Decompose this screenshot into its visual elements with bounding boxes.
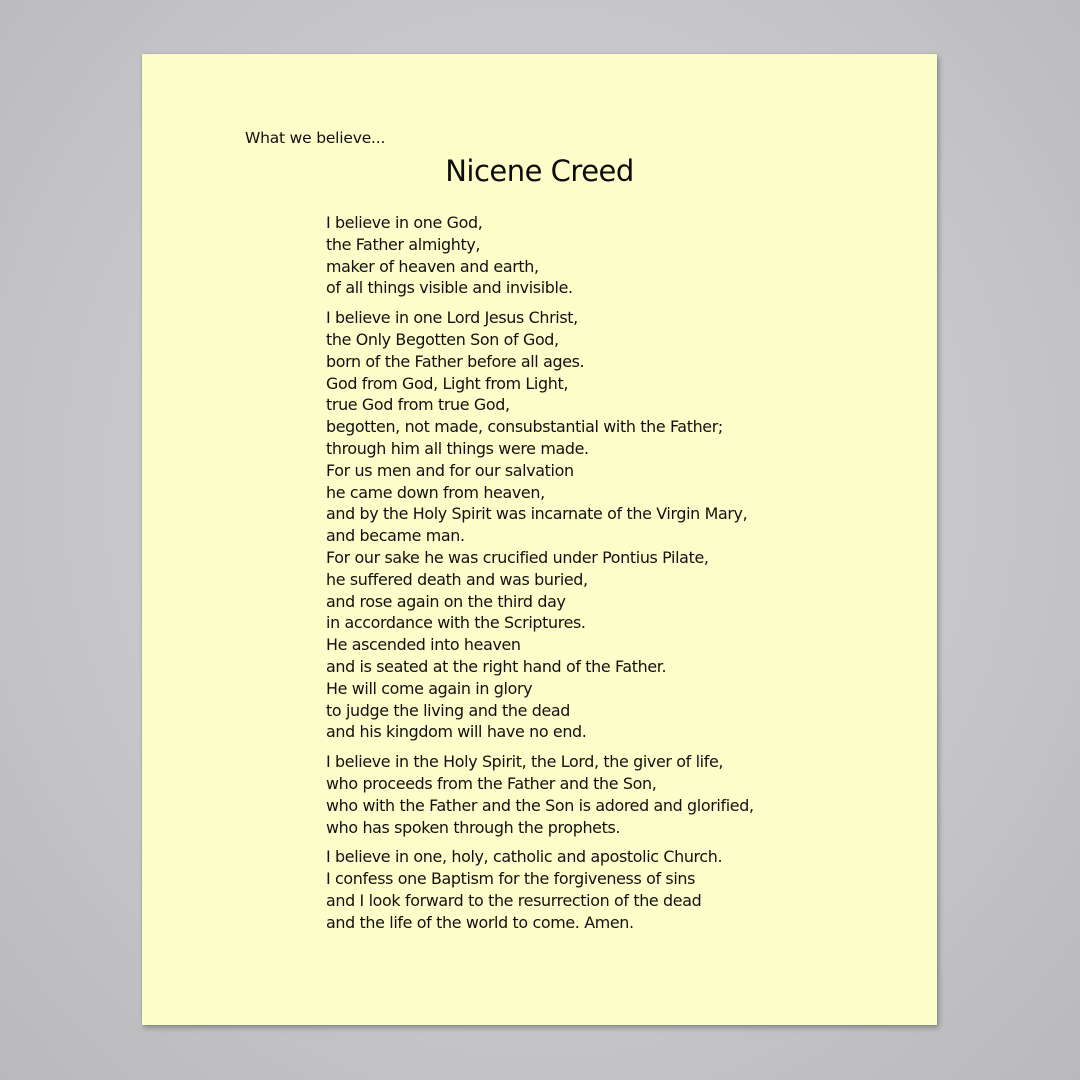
creed-line: true God from true God, [326,395,510,415]
creed-line: and is seated at the right hand of the Father. [326,656,667,676]
creed-line: and by the Holy Spirit was incarnate of the Virgin Mary, [326,504,748,524]
creed-line: of all things visible and invisible. [326,278,573,298]
creed-line: I believe in the Holy Spirit, the Lord, the giver of life, [326,752,724,772]
creed-stanza [326,212,754,299]
creed-text [326,212,754,942]
creed-line: maker of heaven and earth, [326,256,539,276]
creed-line: I believe in one, holy, catholic and apostolic Church. [326,847,723,867]
creed-line: he suffered death and was buried, [326,569,588,589]
creed-stanza [326,307,754,743]
creed-line: and his kingdom will have no end. [326,722,587,742]
poster-sheet [142,54,937,1025]
creed-line: He ascended into heaven [326,635,521,655]
creed-line: God from God, Light from Light, [326,373,569,393]
poster-title: Nicene Creed [445,154,634,188]
creed-line: For us men and for our salvation [326,460,574,480]
creed-line: born of the Father before all ages. [326,351,585,371]
creed-line: For our sake he was crucified under Pontius Pilate, [326,547,709,567]
creed-line: he came down from heaven, [326,482,545,502]
creed-line: He will come again in glory [326,678,533,698]
creed-line: and I look forward to the resurrection of the dead [326,890,702,910]
creed-line: I believe in one God, [326,213,483,232]
creed-line: the Only Begotten Son of God, [326,329,559,349]
creed-line: and became man. [326,526,465,546]
creed-stanza [326,751,754,838]
creed-line: in accordance with the Scriptures. [326,613,586,633]
creed-line: I believe in one Lord Jesus Christ, [326,308,578,328]
creed-line: who with the Father and the Son is adored and glorified, [326,795,754,815]
creed-stanza [326,846,754,933]
creed-line: who proceeds from the Father and the Son, [326,773,657,793]
poster-subtitle: What we believe... [245,129,386,147]
creed-line: to judge the living and the dead [326,700,571,720]
creed-line: through him all things were made. [326,438,589,458]
creed-line: and the life of the world to come. Amen. [326,912,634,932]
creed-line: the Father almighty, [326,234,481,254]
creed-line: I confess one Baptism for the forgiveness of sins [326,869,696,889]
creed-line: who has spoken through the prophets. [326,817,621,837]
creed-line: and rose again on the third day [326,591,566,611]
creed-line: begotten, not made, consubstantial with the Father; [326,417,723,437]
